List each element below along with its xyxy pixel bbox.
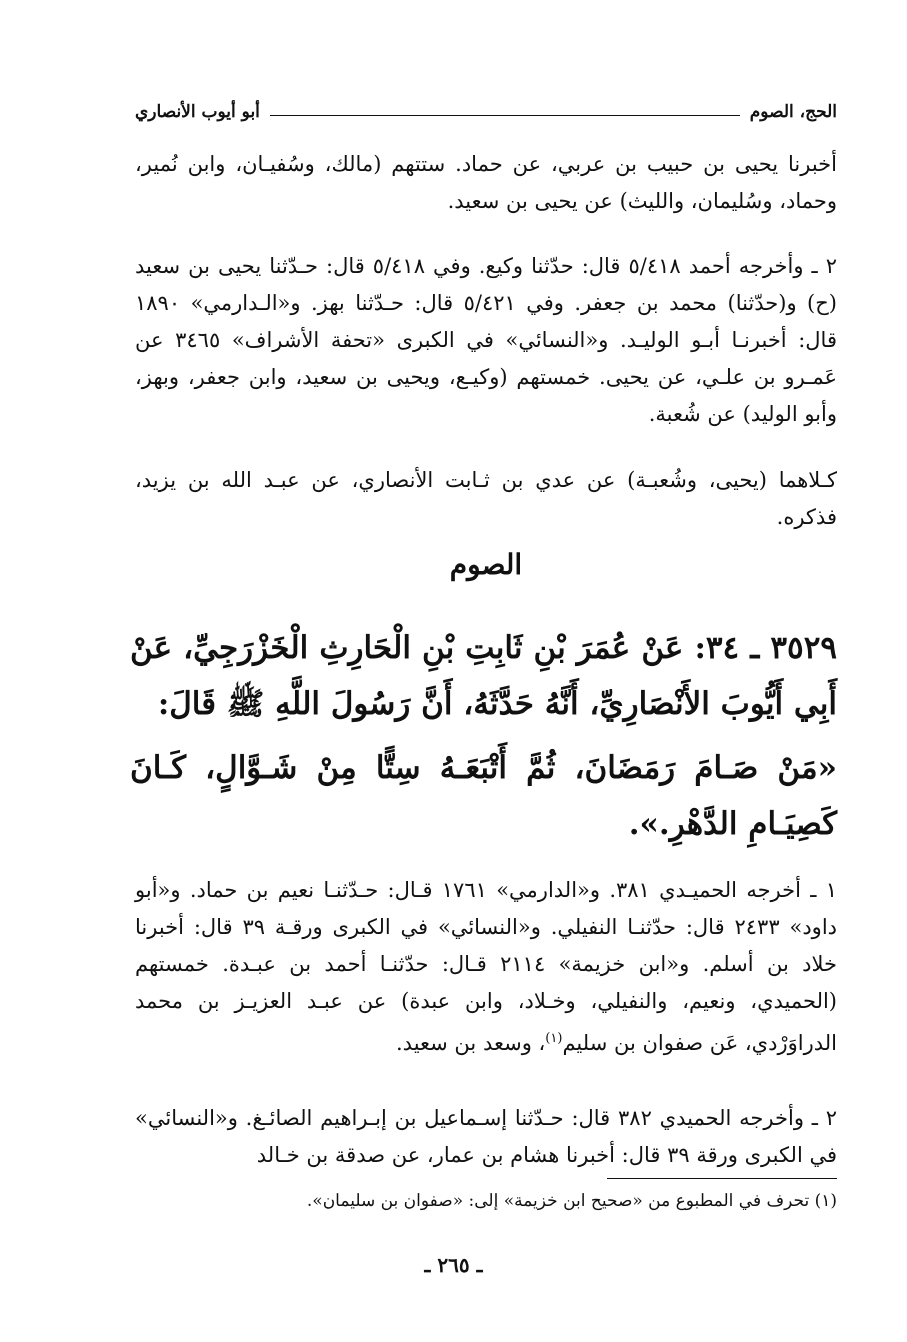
page-number: ـ ٢٦٥ ـ bbox=[424, 1253, 483, 1277]
takhrij-1-text-end: ، وسعد بن سعيد. bbox=[396, 1031, 546, 1055]
paragraph-conclusion: كـلاهما (يحيى، وشُعبـة) عن عدي بن ثـابت الأنصاري، عن عبـد الله بن يزيد، فذكره. bbox=[135, 468, 837, 529]
header-rule bbox=[270, 115, 740, 116]
section-title: الصوم bbox=[449, 548, 523, 581]
paragraph-takhrij-2-previous: ٢ ـ وأخرجه أحمد ٥/٤١٨ قال: حدّثنا وكيع. وفي ٥/٤١٨ قال: حـدّثنا يحيى بن سعيد (ح) و(حدّثنا) محمد بن جعفر. وفي ٥/٤٢١ قال: حـدّثنا بهز. و«الـدارمي» ١٨٩٠ قال: أخبرنـا أبـو الوليـد. و«النسائي» في الكبرى «تحفة الأشراف» ٣٤٦٥ عن عَمـرو بن علـي، عن يحيى. خمستهم (وكيـع، ويحيى بن سعيد، وابن جعفر، وبهز، وأبو الوليد) عن شُعبة. bbox=[135, 254, 837, 426]
footnote-marker: (١) bbox=[545, 1031, 563, 1046]
running-header bbox=[135, 97, 837, 127]
paragraph-continuation: أخبرنا يحيى بن حبيب بن عربي، عن حماد. ستتهم (مالك، وسُفيـان، وابن نُمير، وحماد، وسُليمان، والليث) عن يحيى بن سعيد. bbox=[135, 152, 837, 213]
header-companion-name: أبو أيوب الأنصاري bbox=[135, 102, 260, 122]
hadith-isnad: ٣٥٢٩ ـ ٣٤: عَنْ عُمَرَ بْنِ ثَابِتِ بْنِ الْحَارِثِ الْخَزْرَجِيِّ، عَنْ أَبِي أَيُّوبَ الأَنْصَارِيِّ، أَنَّهُ حَدَّثَهُ، أَنَّ رَسُولَ اللَّهِ ﷺ قَالَ: bbox=[130, 630, 837, 722]
takhrij-1-text: ١ ـ أخرجه الحميـدي ٣٨١. و«الدارمي» ١٧٦١ قـال: حـدّثنـا نعيم بن حماد. و«أبو داود» ٢٤٣٣ قال: حدّثنـا النفيلي. و«النسائي» في الكبرى ورقـة ٣٩ قال: أخبرنا خلاد بن أسلم. و«ابن خزيمة» ٢١١٤ قـال: حدّثنـا أحمد بن عبـدة. خمستهم (الحميدي، ونعيم، والنفيلي، وخـلاد، وابن عبدة) عن عبـد العزيـز بن محمد الدراوَرْدي، عَن صفوان بن سليم bbox=[135, 878, 837, 1055]
footnote: (١) تحرف في المطبوع من «صحيح ابن خزيمة» إلى: «صفوان بن سليمان». bbox=[306, 1191, 837, 1211]
footnote-rule bbox=[607, 1178, 837, 1179]
header-chapter-title: الحج، الصوم bbox=[749, 102, 837, 122]
hadith-matn: «مَنْ صَـامَ رَمَضَانَ، ثُمَّ أَتْبَعَـهُ سِتًّا مِنْ شَـوَّالٍ، كَـانَ كَصِيَـامِ الدَّهْرِ.». bbox=[130, 750, 837, 842]
takhrij-paragraph-1 bbox=[135, 872, 837, 1062]
takhrij-paragraph-2: ٢ ـ وأخرجه الحميدي ٣٨٢ قال: حـدّثنا إسـماعيل بن إبـراهيم الصائـغ. و«النسائي» في الكبرى ورقة ٣٩ قال: أخبرنا هشام بن عمار، عن صدقة بن خـالد bbox=[135, 1106, 837, 1167]
